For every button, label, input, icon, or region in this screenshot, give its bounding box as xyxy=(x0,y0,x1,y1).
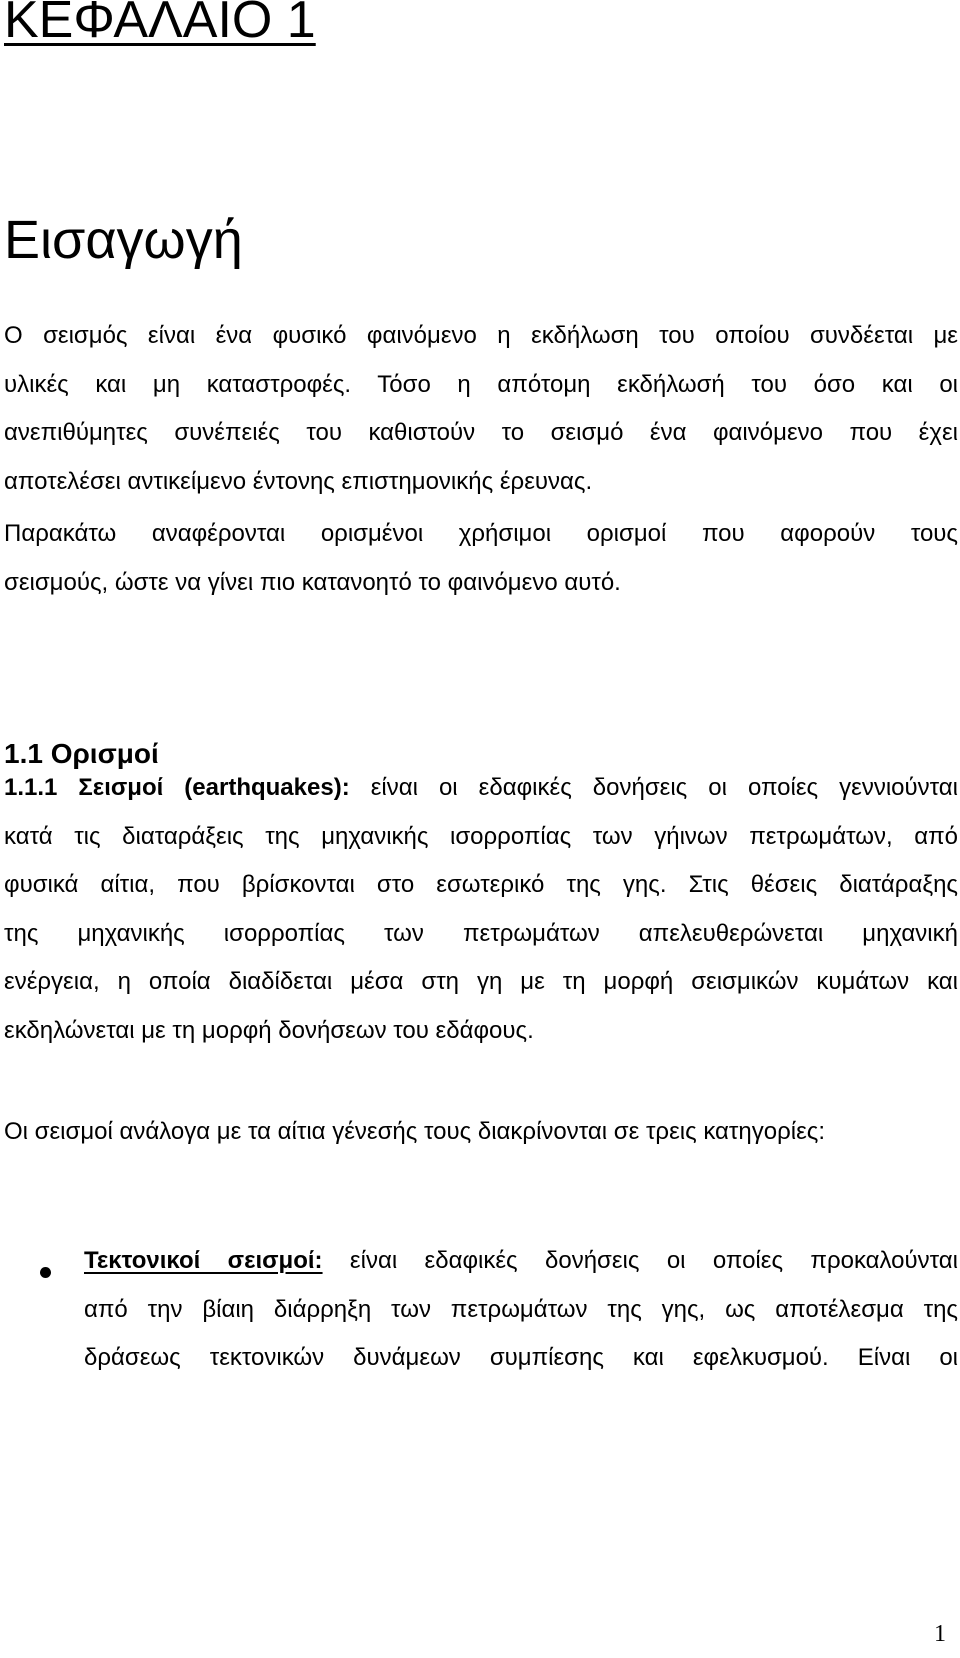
bullet-icon xyxy=(40,1267,51,1278)
bullet-definition-text: είναι εδαφικές δονήσεις οι οποίες προκαλούνται xyxy=(322,1247,958,1274)
paragraph-line: αποτελέσει αντικείμενο έντονης επιστημονικής έρευνας. xyxy=(4,467,593,495)
page-number: 1 xyxy=(934,1621,946,1647)
paragraph-line: κατά τις διαταράξεις της μηχανικής ισορροπίας των γήινων πετρωμάτων, από xyxy=(4,822,958,850)
bullet-line: δράσεως τεκτονικών δυνάμεων συμπίεσης και εφελκυσμού. Είναι οι xyxy=(84,1344,958,1371)
paragraph-line: ανεπιθύμητες συνέπειές του καθιστούν το σεισμό ένα φαινόμενο που έχει xyxy=(4,419,958,446)
intro-heading: Εισαγωγή xyxy=(4,210,243,270)
chapter-title: ΚΕΦΑΛΑΙΟ 1 xyxy=(4,0,316,49)
paragraph-line xyxy=(4,764,958,813)
definitions-intro-paragraph xyxy=(4,510,958,607)
definition-term: 1.1.1 Σεισμοί (earthquakes): xyxy=(4,774,350,801)
earthquake-definition-paragraph xyxy=(4,764,958,1055)
bullet-term: Τεκτονικοί σεισμοί: xyxy=(84,1247,323,1274)
paragraph-line: σεισμούς, ώστε να γίνει πιο κατανοητό το φαινόμενο αυτό. xyxy=(4,568,621,596)
paragraph-line: Παρακάτω αναφέρονται ορισμένοι χρήσιμοι ορισμοί που αφορούν τους xyxy=(4,520,958,547)
paragraph-line: εκδηλώνεται με τη μορφή δονήσεων του εδάφους. xyxy=(4,1016,534,1044)
paragraph-line: ενέργεια, η οποία διαδίδεται μέσα στη γη με τη μορφή σεισμικών κυμάτων και xyxy=(4,968,958,995)
section-heading: 1.1 Ορισμοί xyxy=(4,738,159,769)
paragraph-line: Ο σεισμός είναι ένα φυσικό φαινόμενο η εκδήλωση του οποίου συνδέεται με xyxy=(4,322,958,349)
bullet-text xyxy=(84,1237,958,1383)
paragraph-line: Οι σεισμοί ανάλογα με τα αίτια γένεσής τους διακρίνονται σε τρεις κατηγορίες: xyxy=(4,1118,826,1145)
paragraph-line: της μηχανικής ισορροπίας των πετρωμάτων απελευθερώνεται μηχανική xyxy=(4,919,958,947)
paragraph-line: υλικές και μη καταστροφές. Τόσο η απότομη εκδήλωσή του όσο και οι xyxy=(4,370,958,398)
paragraph-line: φυσικά αίτια, που βρίσκονται στο εσωτερικό της γης. Στις θέσεις διατάραξης xyxy=(4,871,958,898)
definition-text: είναι οι εδαφικές δονήσεις οι οποίες γεννιούνται xyxy=(349,774,958,801)
bullet-line: από την βίαιη διάρρηξη των πετρωμάτων της γης, ως αποτέλεσμα της xyxy=(84,1295,958,1323)
categories-intro-paragraph xyxy=(4,1108,958,1157)
bullet-line xyxy=(84,1237,958,1286)
intro-paragraph xyxy=(4,312,958,506)
